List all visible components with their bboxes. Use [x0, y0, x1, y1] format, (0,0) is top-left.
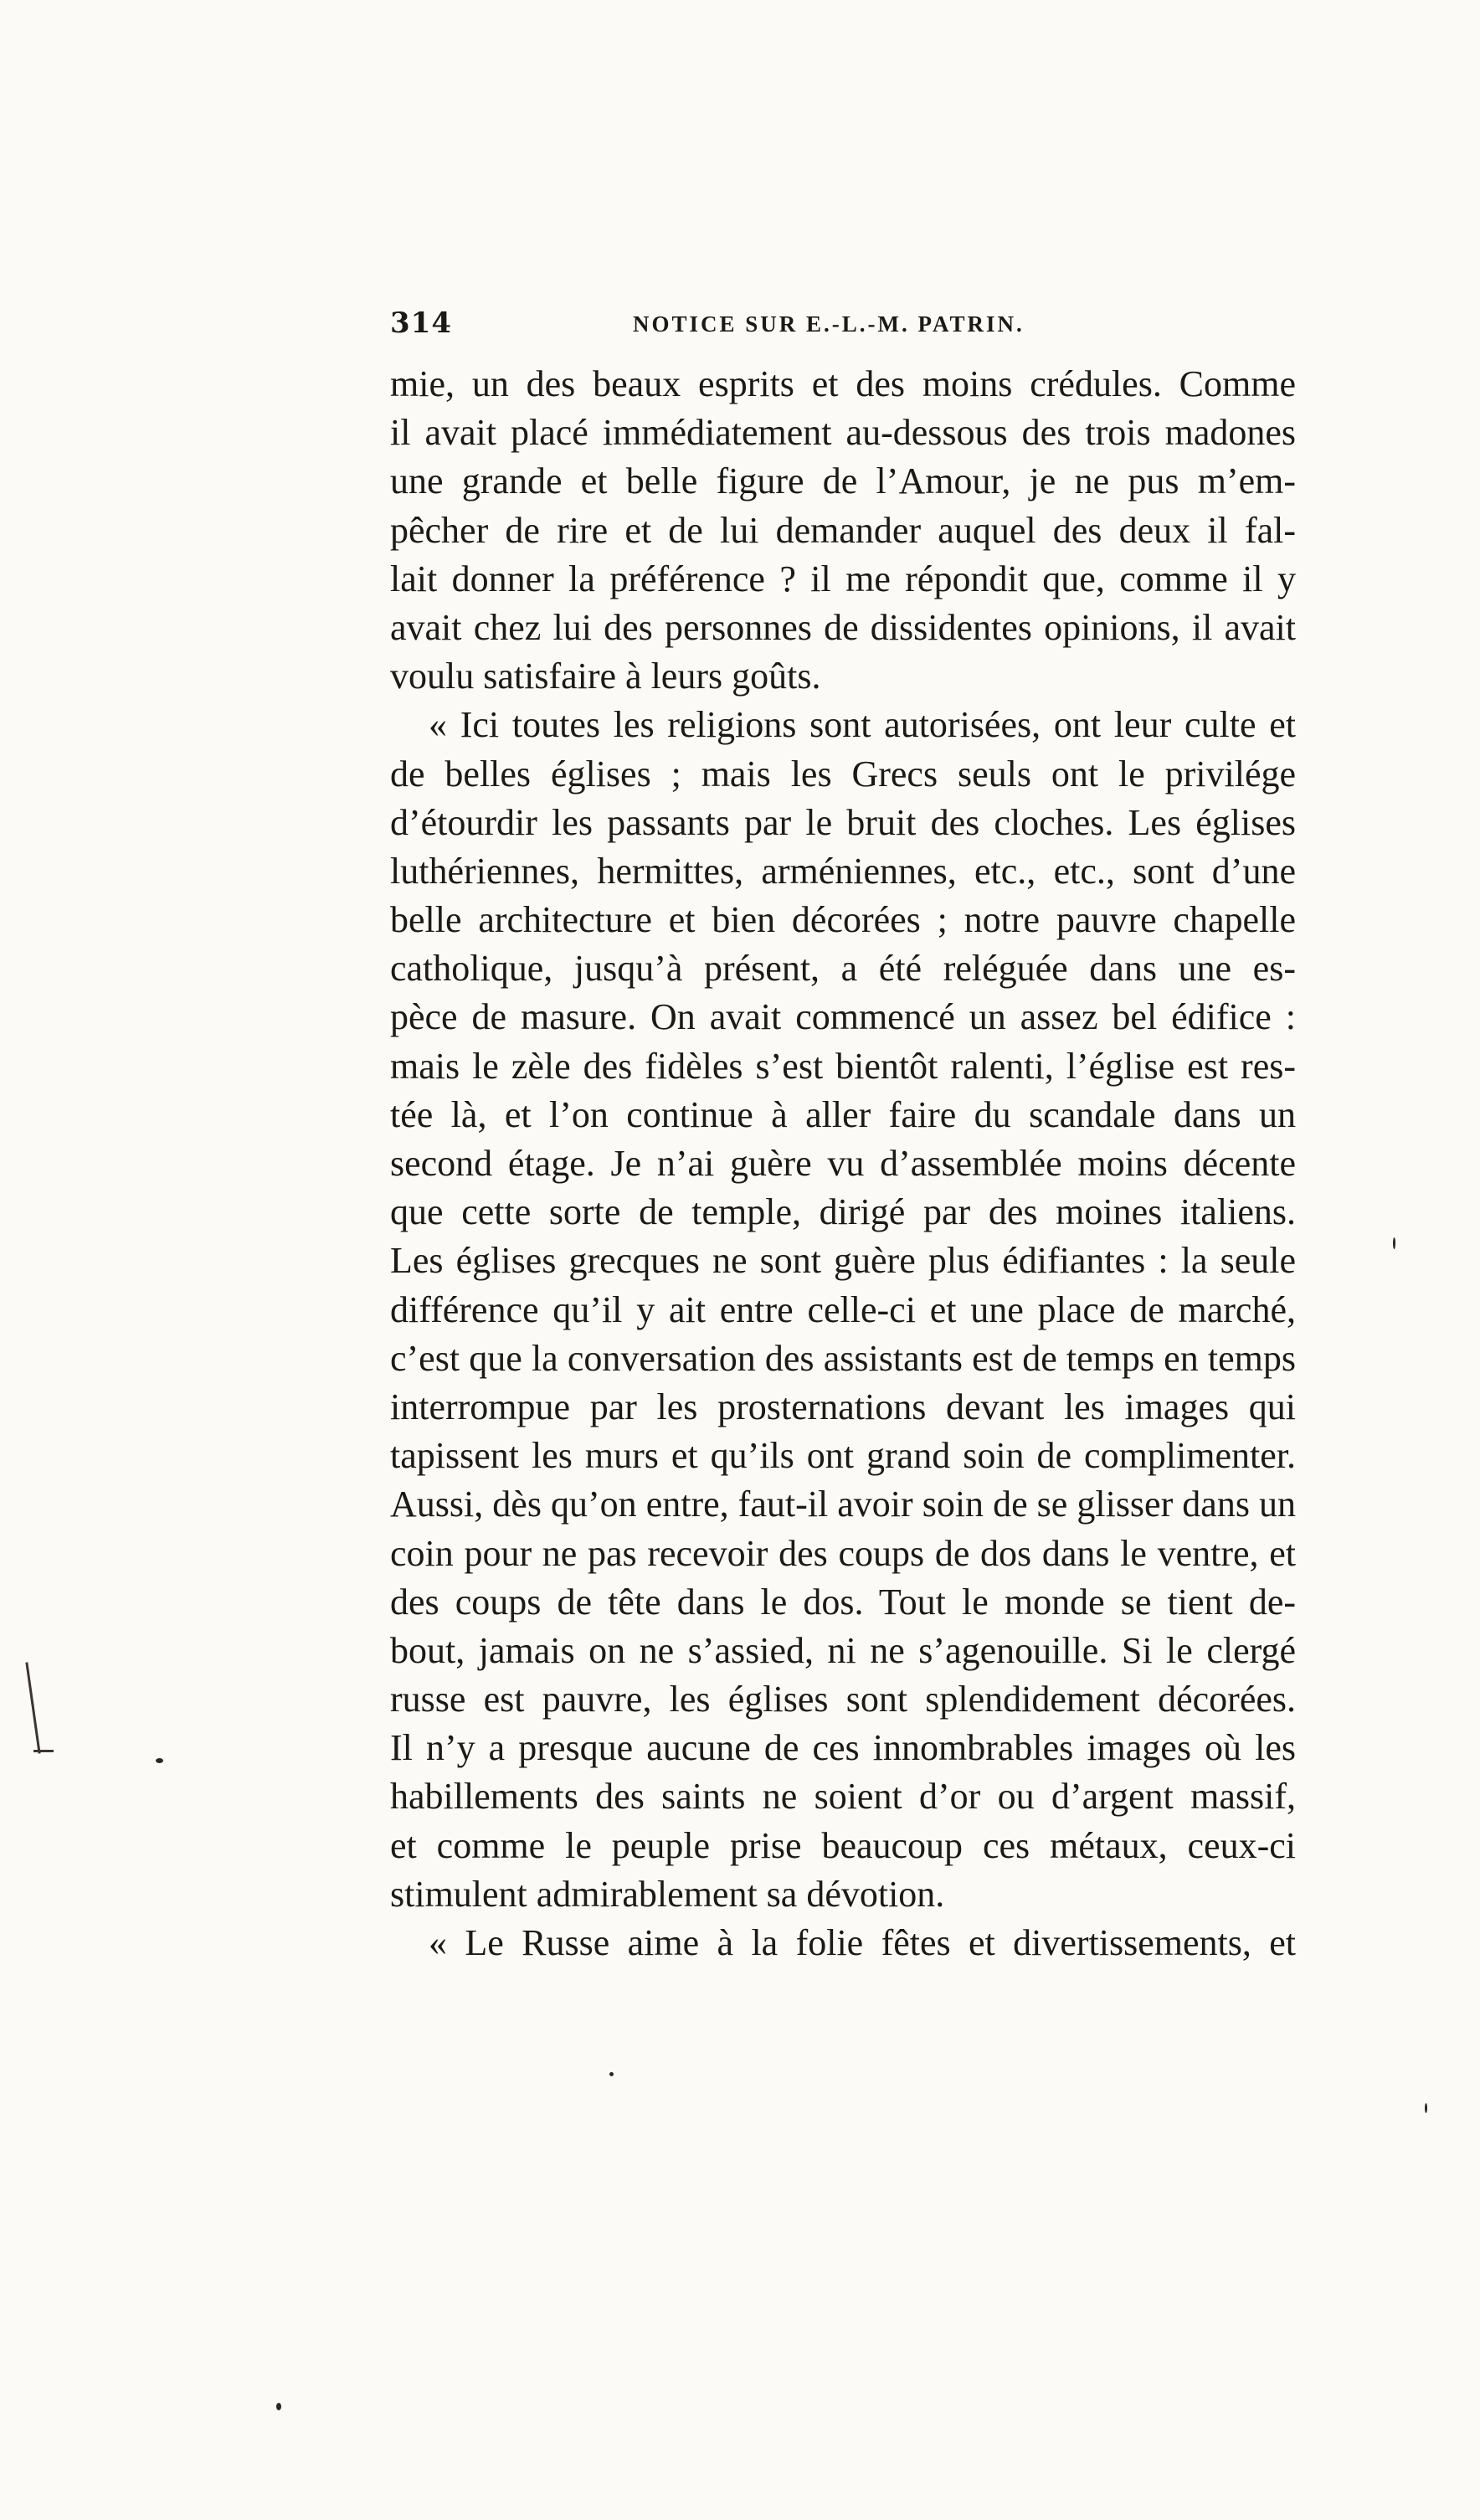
text-line: Il n’y a presque aucune de ces innombrables images où les: [390, 1727, 1296, 1769]
text-line: que cette sorte de temple, dirigé par des moines italiens.: [390, 1191, 1296, 1233]
text-line: mie, un des beaux esprits et des moins crédules. Comme: [390, 363, 1296, 404]
text-line: second étage. Je n’ai guère vu d’assemblée moins décente: [390, 1143, 1296, 1184]
page-header: [390, 306, 1296, 348]
text-line: interrompue par les prosternations devant les images qui: [390, 1386, 1296, 1427]
scan-speck: [276, 2403, 281, 2410]
text-line: coin pour ne pas recevoir des coups de dos dans le ventre, et: [390, 1532, 1296, 1574]
text-line: luthériennes, hermittes, arméniennes, etc., etc., sont d’une: [390, 850, 1296, 892]
scan-speck: [1393, 1237, 1395, 1249]
text-line: d’étourdir les passants par le bruit des cloches. Les églises: [390, 801, 1296, 843]
text-line: belle architecture et bien décorées ; notre pauvre chapelle: [390, 899, 1296, 941]
text-line: habillements des saints ne soient d’or ou d’argent massif,: [390, 1776, 1296, 1818]
page-number: 314: [390, 306, 452, 340]
paragraph-start-line: « Ici toutes les religions sont autorisées, ont leur culte et: [429, 704, 1296, 746]
text-line: et comme le peuple prise beaucoup ces métaux, ceux-ci: [390, 1824, 1296, 1866]
text-line: Aussi, dès qu’on entre, faut-il avoir soin de se glisser dans un: [390, 1484, 1296, 1525]
text-line: des coups de tête dans le dos. Tout le monde se tient de-: [390, 1581, 1296, 1623]
text-line: de belles églises ; mais les Grecs seuls ont le privilége: [390, 753, 1296, 795]
text-line: c’est que la conversation des assistants est de temps en temps: [390, 1337, 1296, 1379]
text-line: pèce de masure. On avait commencé un assez bel édifice :: [390, 996, 1296, 1038]
text-line: il avait placé immédiatement au-dessous des trois madones: [390, 412, 1296, 454]
text-line: tapissent les murs et qu’ils ont grand soin de complimenter.: [390, 1435, 1296, 1477]
margin-scan-mark: [33, 1750, 54, 1752]
scan-speck: [156, 1758, 163, 1763]
paragraph-start-line: « Le Russe aime à la folie fêtes et divertissements, et: [429, 1922, 1296, 1963]
text-line: pêcher de rire et de lui demander auquel des deux il fal-: [390, 509, 1296, 551]
text-line: voulu satisfaire à leurs goûts.: [390, 656, 821, 697]
text-line: stimulent admirablement sa dévotion.: [390, 1873, 945, 1915]
running-head: NOTICE SUR E.-L.-M. PATRIN.: [633, 311, 1025, 337]
text-line: lait donner la préférence ? il me répondit que, comme il y: [390, 558, 1296, 599]
text-line: catholique, jusqu’à présent, a été reléguée dans une es-: [390, 948, 1296, 990]
text-line: tée là, et l’on continue à aller faire du scandale dans un: [390, 1093, 1296, 1135]
text-line: mais le zèle des fidèles s’est bientôt ralenti, l’église est res-: [390, 1045, 1296, 1087]
text-line: Les églises grecques ne sont guère plus édifiantes : la seule: [390, 1240, 1296, 1282]
text-line: russe est pauvre, les églises sont splendidement décorées.: [390, 1679, 1296, 1720]
body-text: [390, 360, 1296, 1967]
text-line: avait chez lui des personnes de dissidentes opinions, il avait: [390, 606, 1296, 648]
text-line: une grande et belle figure de l’Amour, je ne pus m’em-: [390, 460, 1296, 502]
margin-scan-mark: [25, 1662, 40, 1753]
scan-speck: [609, 2072, 614, 2076]
text-line: bout, jamais on ne s’assied, ni ne s’agenouille. Si le clergé: [390, 1629, 1296, 1671]
scan-speck: [1425, 2103, 1427, 2113]
text-line: différence qu’il y ait entre celle-ci et une place de marché,: [390, 1288, 1296, 1330]
